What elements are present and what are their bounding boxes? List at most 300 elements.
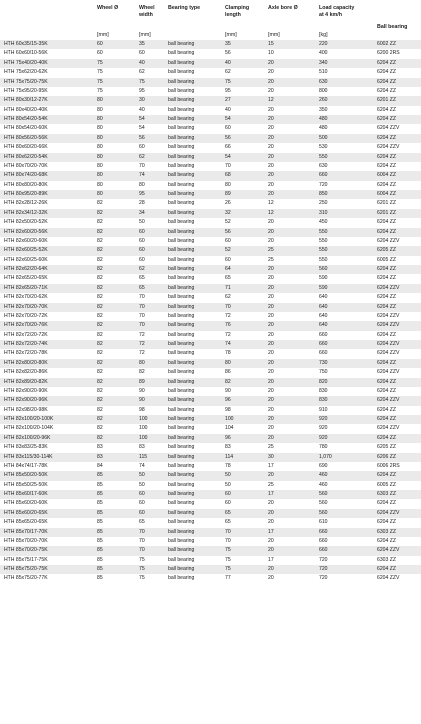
table-row <box>0 537 421 546</box>
table-row <box>0 228 421 237</box>
article-cell: HTH 80x40/20-40K <box>0 106 97 115</box>
ball-bearing-cell: 6204 ZZ <box>377 499 421 508</box>
wheel-width-cell: 70 <box>139 537 168 546</box>
axle-bore-cell: 12 <box>268 199 319 208</box>
ball-bearing-cell: 6204 ZZ <box>377 387 421 396</box>
article-cell: HTH 82x60/25-60K <box>0 256 97 265</box>
wheel-width-cell: 82 <box>139 368 168 377</box>
article-cell: HTH 82x80/20-80K <box>0 359 97 368</box>
wheel-diameter-cell: 82 <box>97 331 139 340</box>
article-cell: HTH 82x100/20-104K <box>0 424 97 433</box>
axle-bore-cell: 20 <box>268 237 319 246</box>
clamping-length-cell: 64 <box>225 265 268 274</box>
table-row <box>0 68 421 77</box>
article-cell: HTH 82x28/12-26K <box>0 199 97 208</box>
wheel-width-cell: 60 <box>139 228 168 237</box>
clamping-length-cell: 66 <box>225 143 268 152</box>
wheel-diameter-cell: 84 <box>97 462 139 471</box>
ball-bearing-cell: 6204 ZZV <box>377 321 421 330</box>
article-cell: HTH 82x62/20-64K <box>0 265 97 274</box>
ball-bearing-cell: 6200 2RS <box>377 49 421 58</box>
article-cell: HTH 82x70/20-72K <box>0 312 97 321</box>
table-row <box>0 443 421 452</box>
article-cell: HTH 85x60/20-65K <box>0 509 97 518</box>
load-capacity-cell: 720 <box>319 565 377 574</box>
axle-bore-cell: 20 <box>268 59 319 68</box>
table-row <box>0 471 421 480</box>
load-capacity-cell: 920 <box>319 424 377 433</box>
wheel-diameter-cell: 85 <box>97 471 139 480</box>
table-row <box>0 528 421 537</box>
article-cell: HTH 82x65/20-65K <box>0 274 97 283</box>
unit-axle-bore: [mm] <box>268 32 280 38</box>
axle-bore-cell: 20 <box>268 406 319 415</box>
bearing-type-cell: ball bearing <box>168 321 225 330</box>
ball-bearing-cell: 6201 ZZ <box>377 96 421 105</box>
load-capacity-cell: 260 <box>319 96 377 105</box>
table-row <box>0 321 421 330</box>
article-cell: HTH 60x60/10-56K <box>0 49 97 58</box>
wheel-width-cell: 75 <box>139 574 168 583</box>
wheel-diameter-cell: 80 <box>97 96 139 105</box>
clamping-length-cell: 65 <box>225 509 268 518</box>
wheel-width-cell: 28 <box>139 199 168 208</box>
axle-bore-cell: 20 <box>268 396 319 405</box>
ball-bearing-cell: 6204 ZZV <box>377 546 421 555</box>
clamping-length-cell: 100 <box>225 415 268 424</box>
table-row <box>0 368 421 377</box>
load-capacity-cell: 590 <box>319 284 377 293</box>
table-row <box>0 209 421 218</box>
ball-bearing-cell: 6206 ZZ <box>377 453 421 462</box>
wheel-diameter-cell: 83 <box>97 443 139 452</box>
table-row <box>0 199 421 208</box>
wheel-diameter-cell: 82 <box>97 321 139 330</box>
load-capacity-cell: 460 <box>319 471 377 480</box>
table-row <box>0 274 421 283</box>
bearing-type-cell: ball bearing <box>168 443 225 452</box>
ball-bearing-cell: 6204 ZZ <box>377 378 421 387</box>
wheel-width-cell: 72 <box>139 331 168 340</box>
axle-bore-cell: 20 <box>268 499 319 508</box>
clamping-length-cell: 82 <box>225 378 268 387</box>
clamping-length-cell: 104 <box>225 424 268 433</box>
unit-wheel-width: [mm] <box>139 32 151 38</box>
clamping-length-cell: 40 <box>225 59 268 68</box>
ball-bearing-cell: 6204 ZZV <box>377 349 421 358</box>
bearing-type-cell: ball bearing <box>168 106 225 115</box>
axle-bore-cell: 20 <box>268 368 319 377</box>
axle-bore-cell: 20 <box>268 190 319 199</box>
load-capacity-cell: 220 <box>319 40 377 49</box>
bearing-type-cell: ball bearing <box>168 190 225 199</box>
article-cell: HTH 85x75/20-77K <box>0 574 97 583</box>
bearing-type-cell: ball bearing <box>168 490 225 499</box>
wheel-diameter-cell: 85 <box>97 499 139 508</box>
clamping-length-cell: 77 <box>225 574 268 583</box>
wheel-width-cell: 115 <box>139 453 168 462</box>
bearing-type-cell: ball bearing <box>168 162 225 171</box>
wheel-width-cell: 62 <box>139 153 168 162</box>
header-article <box>0 4 97 32</box>
bearing-type-cell: ball bearing <box>168 124 225 133</box>
wheel-diameter-cell: 80 <box>97 143 139 152</box>
wheel-diameter-cell: 82 <box>97 424 139 433</box>
clamping-length-cell: 70 <box>225 528 268 537</box>
wheel-width-cell: 70 <box>139 312 168 321</box>
wheel-diameter-cell: 82 <box>97 349 139 358</box>
clamping-length-cell: 50 <box>225 481 268 490</box>
wheel-diameter-cell: 60 <box>97 49 139 58</box>
load-capacity-cell: 660 <box>319 537 377 546</box>
bearing-type-cell: ball bearing <box>168 199 225 208</box>
load-capacity-cell: 660 <box>319 528 377 537</box>
wheel-diameter-cell: 80 <box>97 153 139 162</box>
wheel-diameter-cell: 82 <box>97 293 139 302</box>
load-capacity-cell: 590 <box>319 274 377 283</box>
wheel-diameter-cell: 85 <box>97 537 139 546</box>
bearing-type-cell: ball bearing <box>168 218 225 227</box>
article-cell: HTH 82x50/20-52K <box>0 218 97 227</box>
clamping-length-cell: 114 <box>225 453 268 462</box>
wheel-diameter-cell: 82 <box>97 378 139 387</box>
bearing-type-cell: ball bearing <box>168 424 225 433</box>
clamping-length-cell: 75 <box>225 556 268 565</box>
table-row <box>0 171 421 180</box>
load-capacity-cell: 830 <box>319 387 377 396</box>
load-capacity-cell: 500 <box>319 134 377 143</box>
wheel-diameter-cell: 85 <box>97 565 139 574</box>
clamping-length-cell: 95 <box>225 87 268 96</box>
load-capacity-cell: 1,070 <box>319 453 377 462</box>
axle-bore-cell: 20 <box>268 143 319 152</box>
axle-bore-cell: 20 <box>268 415 319 424</box>
wheel-width-cell: 90 <box>139 387 168 396</box>
ball-bearing-cell: 6204 ZZ <box>377 218 421 227</box>
axle-bore-cell: 25 <box>268 256 319 265</box>
axle-bore-cell: 20 <box>268 171 319 180</box>
bearing-type-cell: ball bearing <box>168 209 225 218</box>
load-capacity-cell: 640 <box>319 303 377 312</box>
wheel-width-cell: 80 <box>139 181 168 190</box>
article-cell: HTH 80x95/20-89K <box>0 190 97 199</box>
ball-bearing-cell: 6204 ZZV <box>377 312 421 321</box>
load-capacity-cell: 480 <box>319 124 377 133</box>
axle-bore-cell: 20 <box>268 274 319 283</box>
clamping-length-cell: 70 <box>225 537 268 546</box>
header-load-capacity: Load capacity at 4 km/h <box>319 5 355 18</box>
clamping-length-cell: 96 <box>225 396 268 405</box>
unit-bearing-type <box>168 32 225 40</box>
article-cell: HTH 82x60/20-56K <box>0 228 97 237</box>
table-row <box>0 574 421 583</box>
header-names-row <box>0 4 421 32</box>
wheel-diameter-cell: 75 <box>97 78 139 87</box>
table-row <box>0 162 421 171</box>
wheel-diameter-cell: 82 <box>97 246 139 255</box>
article-cell: HTH 85x75/20-75K <box>0 565 97 574</box>
load-capacity-cell: 920 <box>319 415 377 424</box>
bearing-type-cell: ball bearing <box>168 396 225 405</box>
clamping-length-cell: 56 <box>225 228 268 237</box>
header-axle-bore: Axle bore Ø <box>268 5 298 11</box>
table-row <box>0 340 421 349</box>
bearing-type-cell: ball bearing <box>168 453 225 462</box>
clamping-length-cell: 89 <box>225 190 268 199</box>
ball-bearing-cell: 6204 ZZV <box>377 340 421 349</box>
wheel-width-cell: 60 <box>139 49 168 58</box>
article-cell: HTH 75x75/20-75K <box>0 78 97 87</box>
wheel-diameter-cell: 82 <box>97 312 139 321</box>
bearing-type-cell: ball bearing <box>168 546 225 555</box>
table-row <box>0 246 421 255</box>
bearing-type-cell: ball bearing <box>168 115 225 124</box>
ball-bearing-cell: 6204 ZZ <box>377 106 421 115</box>
ball-bearing-cell: 6204 ZZ <box>377 434 421 443</box>
ball-bearing-cell: 6204 ZZ <box>377 78 421 87</box>
wheel-diameter-cell: 80 <box>97 190 139 199</box>
load-capacity-cell: 750 <box>319 368 377 377</box>
ball-bearing-cell: 6204 ZZ <box>377 518 421 527</box>
wheel-diameter-cell: 85 <box>97 546 139 555</box>
bearing-type-cell: ball bearing <box>168 462 225 471</box>
article-cell: HTH 85x50/20-50K <box>0 471 97 480</box>
article-cell: HTH 82x98/20-98K <box>0 406 97 415</box>
load-capacity-cell: 920 <box>319 434 377 443</box>
clamping-length-cell: 98 <box>225 406 268 415</box>
axle-bore-cell: 20 <box>268 181 319 190</box>
bearing-type-cell: ball bearing <box>168 359 225 368</box>
clamping-length-cell: 96 <box>225 434 268 443</box>
header-bearing-type: Bearing type <box>168 5 201 11</box>
axle-bore-cell: 20 <box>268 265 319 274</box>
clamping-length-cell: 70 <box>225 162 268 171</box>
table-row <box>0 265 421 274</box>
ball-bearing-cell: 6303 ZZ <box>377 556 421 565</box>
load-capacity-cell: 720 <box>319 556 377 565</box>
ball-bearing-cell: 6204 ZZ <box>377 471 421 480</box>
table-row <box>0 237 421 246</box>
axle-bore-cell: 25 <box>268 481 319 490</box>
clamping-length-cell: 60 <box>225 256 268 265</box>
clamping-length-cell: 32 <box>225 209 268 218</box>
article-cell: HTH 85x75/17-75K <box>0 556 97 565</box>
article-cell: HTH 82x60/25-52K <box>0 246 97 255</box>
axle-bore-cell: 20 <box>268 312 319 321</box>
wheel-width-cell: 60 <box>139 256 168 265</box>
wheel-width-cell: 75 <box>139 565 168 574</box>
wheel-width-cell: 98 <box>139 406 168 415</box>
load-capacity-cell: 730 <box>319 359 377 368</box>
wheel-width-cell: 70 <box>139 162 168 171</box>
ball-bearing-cell: 6204 ZZ <box>377 87 421 96</box>
wheel-width-cell: 60 <box>139 143 168 152</box>
wheel-width-cell: 75 <box>139 78 168 87</box>
wheel-width-cell: 80 <box>139 359 168 368</box>
bearing-type-cell: ball bearing <box>168 509 225 518</box>
load-capacity-cell: 560 <box>319 490 377 499</box>
wheel-width-cell: 70 <box>139 321 168 330</box>
wheel-diameter-cell: 85 <box>97 518 139 527</box>
clamping-length-cell: 35 <box>225 40 268 49</box>
ball-bearing-cell: 6204 ZZ <box>377 415 421 424</box>
wheel-width-cell: 83 <box>139 443 168 452</box>
load-capacity-cell: 630 <box>319 162 377 171</box>
product-table <box>0 4 421 584</box>
load-capacity-cell: 450 <box>319 218 377 227</box>
wheel-width-cell: 40 <box>139 59 168 68</box>
article-cell: HTH 82x89/20-82K <box>0 378 97 387</box>
bearing-type-cell: ball bearing <box>168 471 225 480</box>
bearing-type-cell: ball bearing <box>168 481 225 490</box>
bearing-type-cell: ball bearing <box>168 528 225 537</box>
table-row <box>0 396 421 405</box>
table-row <box>0 359 421 368</box>
table-row <box>0 509 421 518</box>
article-cell: HTH 82x90/20-90K <box>0 387 97 396</box>
bearing-type-cell: ball bearing <box>168 49 225 58</box>
wheel-width-cell: 75 <box>139 556 168 565</box>
bearing-type-cell: ball bearing <box>168 378 225 387</box>
wheel-width-cell: 40 <box>139 106 168 115</box>
axle-bore-cell: 20 <box>268 359 319 368</box>
article-cell: HTH 80x30/12-27K <box>0 96 97 105</box>
article-cell: HTH 83x83/25-83K <box>0 443 97 452</box>
unit-clamping-length: [mm] <box>225 32 237 38</box>
clamping-length-cell: 60 <box>225 124 268 133</box>
ball-bearing-cell: 6201 ZZ <box>377 199 421 208</box>
bearing-type-cell: ball bearing <box>168 59 225 68</box>
table-row <box>0 490 421 499</box>
ball-bearing-cell: 6004 ZZ <box>377 171 421 180</box>
bearing-type-cell: ball bearing <box>168 134 225 143</box>
table-row <box>0 218 421 227</box>
article-cell: HTH 82x34/12-32K <box>0 209 97 218</box>
wheel-diameter-cell: 80 <box>97 106 139 115</box>
clamping-length-cell: 60 <box>225 490 268 499</box>
wheel-width-cell: 72 <box>139 340 168 349</box>
clamping-length-cell: 86 <box>225 368 268 377</box>
load-capacity-cell: 350 <box>319 106 377 115</box>
axle-bore-cell: 20 <box>268 68 319 77</box>
ball-bearing-cell: 6205 ZZ <box>377 246 421 255</box>
wheel-diameter-cell: 82 <box>97 237 139 246</box>
axle-bore-cell: 20 <box>268 424 319 433</box>
wheel-width-cell: 100 <box>139 434 168 443</box>
bearing-type-cell: ball bearing <box>168 340 225 349</box>
wheel-diameter-cell: 80 <box>97 124 139 133</box>
axle-bore-cell: 12 <box>268 96 319 105</box>
article-cell: HTH 85x70/20-75K <box>0 546 97 555</box>
article-cell: HTH 83x115/30-114K <box>0 453 97 462</box>
ball-bearing-cell: 6204 ZZV <box>377 509 421 518</box>
ball-bearing-cell: 6204 ZZV <box>377 237 421 246</box>
article-cell: HTH 85x70/20-70K <box>0 537 97 546</box>
ball-bearing-cell: 6204 ZZ <box>377 68 421 77</box>
load-capacity-cell: 720 <box>319 181 377 190</box>
axle-bore-cell: 17 <box>268 556 319 565</box>
header-units-row <box>0 32 421 40</box>
clamping-length-cell: 90 <box>225 387 268 396</box>
wheel-width-cell: 70 <box>139 293 168 302</box>
axle-bore-cell: 15 <box>268 40 319 49</box>
bearing-type-cell: ball bearing <box>168 228 225 237</box>
clamping-length-cell: 54 <box>225 115 268 124</box>
clamping-length-cell: 75 <box>225 565 268 574</box>
bearing-type-cell: ball bearing <box>168 499 225 508</box>
ball-bearing-cell: 6204 ZZ <box>377 331 421 340</box>
wheel-diameter-cell: 85 <box>97 490 139 499</box>
axle-bore-cell: 20 <box>268 565 319 574</box>
table-row <box>0 96 421 105</box>
article-cell: HTH 75x40/20-40K <box>0 59 97 68</box>
article-cell: HTH 80x54/20-54K <box>0 115 97 124</box>
article-cell: HTH 82x70/20-70K <box>0 303 97 312</box>
wheel-diameter-cell: 82 <box>97 415 139 424</box>
table-row <box>0 331 421 340</box>
load-capacity-cell: 250 <box>319 199 377 208</box>
wheel-diameter-cell: 82 <box>97 340 139 349</box>
wheel-diameter-cell: 82 <box>97 199 139 208</box>
bearing-type-cell: ball bearing <box>168 284 225 293</box>
axle-bore-cell: 17 <box>268 528 319 537</box>
ball-bearing-cell: 6204 ZZ <box>377 406 421 415</box>
clamping-length-cell: 65 <box>225 518 268 527</box>
load-capacity-cell: 610 <box>319 518 377 527</box>
load-capacity-cell: 550 <box>319 237 377 246</box>
bearing-type-cell: ball bearing <box>168 256 225 265</box>
wheel-diameter-cell: 82 <box>97 359 139 368</box>
clamping-length-cell: 62 <box>225 293 268 302</box>
bearing-type-cell: ball bearing <box>168 68 225 77</box>
clamping-length-cell: 54 <box>225 153 268 162</box>
axle-bore-cell: 20 <box>268 134 319 143</box>
load-capacity-cell: 830 <box>319 396 377 405</box>
table-row <box>0 284 421 293</box>
article-cell: HTH 60x35/15-35K <box>0 40 97 49</box>
table-row <box>0 387 421 396</box>
ball-bearing-cell: 6303 ZZ <box>377 490 421 499</box>
bearing-type-cell: ball bearing <box>168 556 225 565</box>
table-row <box>0 481 421 490</box>
bearing-type-cell: ball bearing <box>168 274 225 283</box>
article-cell: HTH 75x62/20-62K <box>0 68 97 77</box>
wheel-width-cell: 30 <box>139 96 168 105</box>
table-row <box>0 256 421 265</box>
ball-bearing-cell: 6204 ZZ <box>377 115 421 124</box>
bearing-type-cell: ball bearing <box>168 303 225 312</box>
article-cell: HTH 85x60/20-60K <box>0 499 97 508</box>
bearing-type-cell: ball bearing <box>168 246 225 255</box>
wheel-width-cell: 35 <box>139 40 168 49</box>
wheel-width-cell: 95 <box>139 190 168 199</box>
header-ball-bearing: Ball bearing <box>377 24 408 30</box>
ball-bearing-cell: 6204 ZZ <box>377 162 421 171</box>
article-cell: HTH 82x100/20-96K <box>0 434 97 443</box>
clamping-length-cell: 74 <box>225 340 268 349</box>
table-row <box>0 434 421 443</box>
axle-bore-cell: 20 <box>268 124 319 133</box>
axle-bore-cell: 20 <box>268 293 319 302</box>
wheel-diameter-cell: 82 <box>97 265 139 274</box>
clamping-length-cell: 26 <box>225 199 268 208</box>
wheel-diameter-cell: 82 <box>97 274 139 283</box>
ball-bearing-cell: 6204 ZZV <box>377 574 421 583</box>
axle-bore-cell: 20 <box>268 153 319 162</box>
clamping-length-cell: 56 <box>225 49 268 58</box>
bearing-type-cell: ball bearing <box>168 171 225 180</box>
wheel-diameter-cell: 82 <box>97 303 139 312</box>
